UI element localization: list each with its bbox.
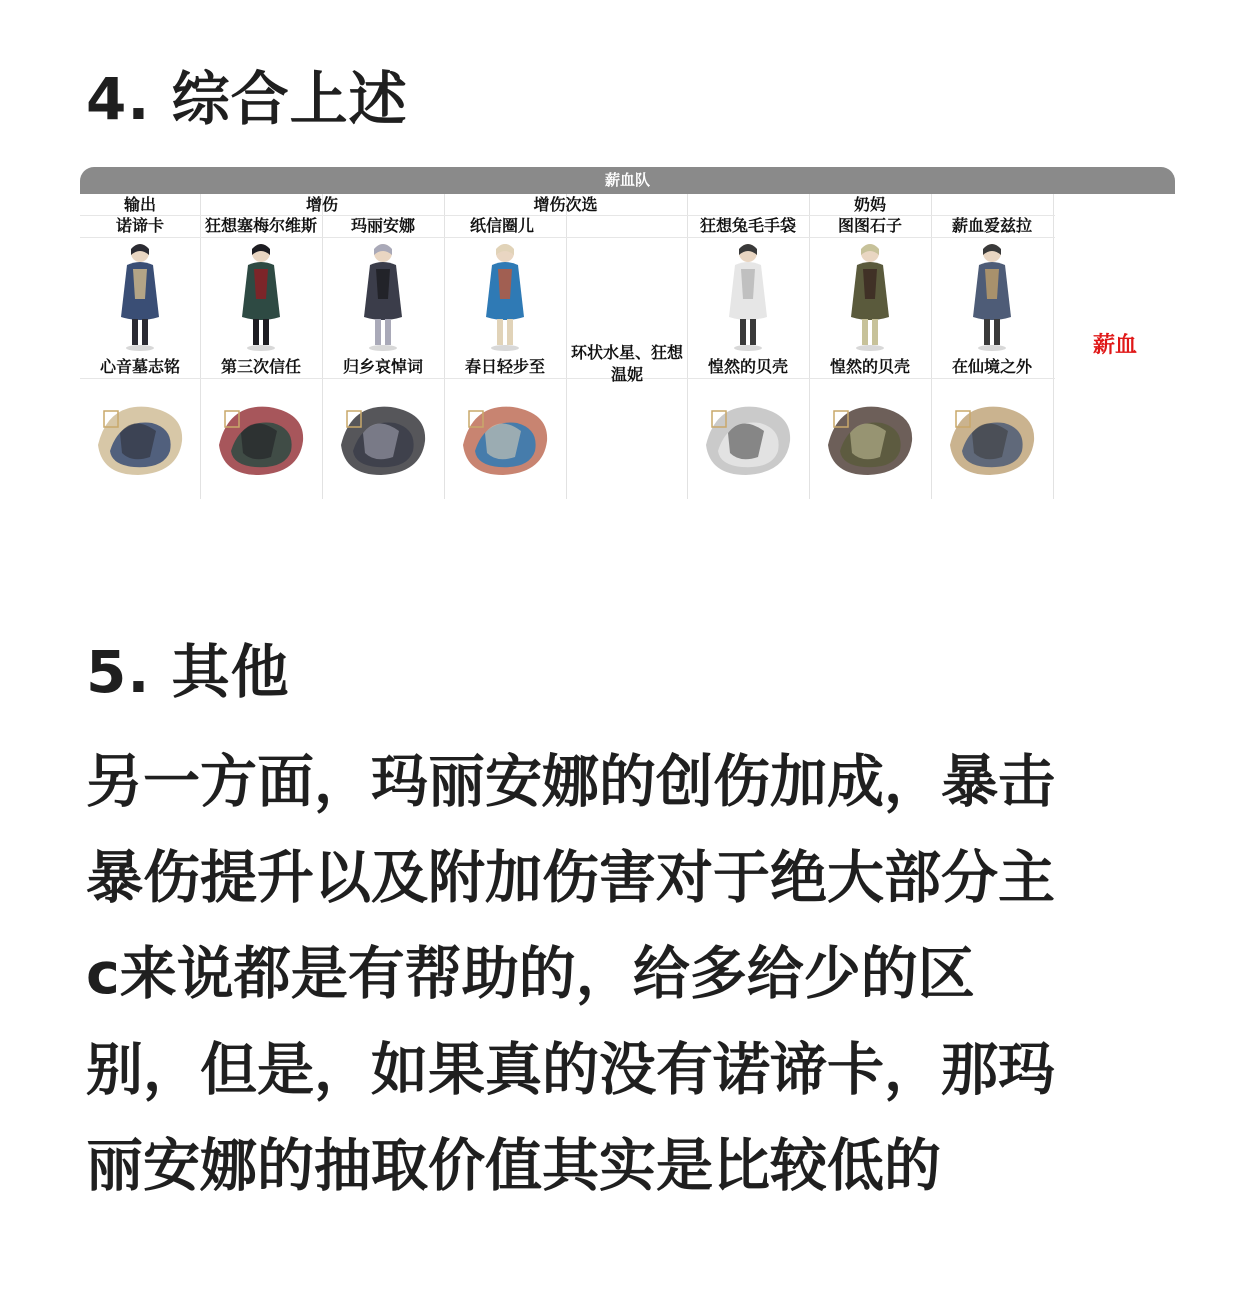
character-figure-icon bbox=[226, 239, 296, 354]
character-portrait bbox=[200, 237, 322, 356]
character-portrait bbox=[322, 237, 444, 356]
character-figure-icon bbox=[348, 239, 418, 354]
character-name: 诺谛卡 bbox=[115, 216, 164, 235]
character-figure-icon bbox=[957, 239, 1027, 354]
equipment-art-icon bbox=[211, 393, 311, 483]
character-name: 狂想塞梅尔维斯 bbox=[204, 216, 317, 235]
character-name: 狂想兔毛手袋 bbox=[699, 216, 796, 235]
character-figure-icon bbox=[835, 239, 905, 354]
group-healer-header: 奶妈 bbox=[853, 195, 886, 214]
team-banner: 薪血队 bbox=[80, 167, 1175, 194]
section-5-paragraph bbox=[86, 734, 1186, 1214]
equipment-card bbox=[322, 379, 444, 497]
alt-options-text: 环状水星、狂想温妮 bbox=[570, 343, 683, 384]
character-portrait bbox=[80, 237, 200, 356]
character-name: 薪血爱兹拉 bbox=[951, 216, 1032, 235]
character-figure-icon bbox=[470, 239, 540, 354]
character-figure-icon bbox=[105, 239, 175, 354]
equipment-name: 第三次信任 bbox=[220, 357, 301, 376]
equipment-art-icon bbox=[455, 393, 555, 483]
character-name: 图图石子 bbox=[837, 216, 902, 235]
character-portrait bbox=[931, 237, 1053, 356]
character-portrait bbox=[687, 237, 809, 356]
equipment-art-icon bbox=[333, 393, 433, 483]
equipment-name: 惶然的贝壳 bbox=[707, 357, 788, 376]
character-portrait bbox=[809, 237, 931, 356]
equipment-art-icon bbox=[698, 393, 798, 483]
character-name: 玛丽安娜 bbox=[350, 216, 415, 235]
section-5-heading: 5. 其他 bbox=[86, 638, 290, 706]
paragraph-line: 丽安娜的抽取价值其实是比较低的 bbox=[86, 1133, 941, 1199]
section-4-heading: 4. 综合上述 bbox=[86, 65, 408, 133]
character-name: 纸信圈儿 bbox=[470, 216, 535, 235]
paragraph-line: 暴伤提升以及附加伤害对于绝大部分主 bbox=[86, 845, 1055, 911]
equipment-name: 心音墓志铭 bbox=[99, 357, 180, 376]
equipment-name: 归乡哀悼词 bbox=[342, 357, 423, 376]
character-figure-icon bbox=[713, 239, 783, 354]
group-buff-header: 增伤 bbox=[305, 195, 338, 214]
equipment-card bbox=[809, 379, 931, 497]
equipment-card bbox=[80, 379, 200, 497]
equipment-art-icon bbox=[942, 393, 1042, 483]
equipment-card bbox=[931, 379, 1053, 497]
team-tag: 薪血 bbox=[1092, 333, 1137, 358]
equipment-name: 在仙境之外 bbox=[951, 357, 1032, 376]
equipment-name: 春日轻步至 bbox=[464, 357, 545, 376]
team-lineup-table bbox=[80, 167, 1175, 499]
equipment-card bbox=[200, 379, 322, 497]
paragraph-line: c来说都是有帮助的，给多给少的区 bbox=[86, 941, 975, 1007]
paragraph-line: 另一方面，玛丽安娜的创伤加成，暴击 bbox=[86, 749, 1055, 815]
group-buff-alt-header: 增伤次选 bbox=[533, 195, 598, 214]
equipment-card bbox=[687, 379, 809, 497]
character-portrait bbox=[444, 237, 566, 356]
equipment-art-icon bbox=[90, 393, 190, 483]
grid-divider bbox=[1053, 194, 1054, 499]
group-output-header: 输出 bbox=[123, 195, 156, 214]
equipment-card bbox=[444, 379, 566, 497]
equipment-art-icon bbox=[820, 393, 920, 483]
equipment-name: 惶然的贝壳 bbox=[829, 357, 910, 376]
paragraph-line: 别，但是，如果真的没有诺谛卡，那玛 bbox=[86, 1037, 1055, 1103]
